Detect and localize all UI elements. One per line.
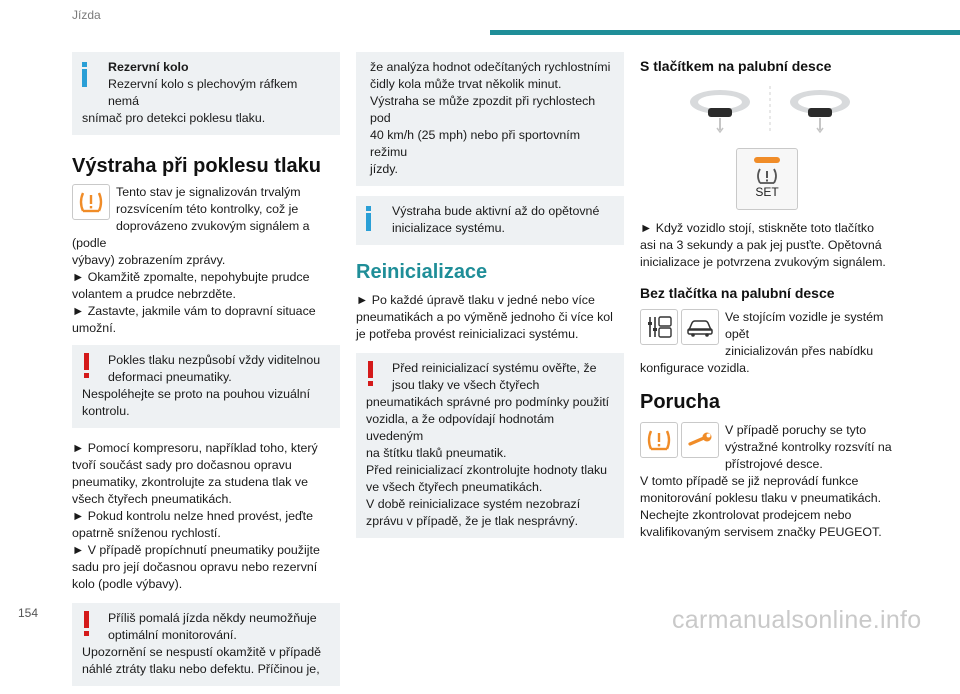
text-line: zprávu v případě, že je tlak nesprávný. <box>366 514 579 528</box>
continued-box <box>356 52 624 186</box>
vehicle-config-icon <box>681 309 719 345</box>
set-button[interactable] <box>736 148 798 210</box>
steering-wheel-icon <box>690 90 750 132</box>
text-line: rozsvícením této kontrolky, což je <box>116 202 299 216</box>
info-icon <box>366 206 371 232</box>
text-line: pneumatikách a po výměně jednoho či více kol <box>356 310 613 324</box>
text-line: jsou tlaky ve všech čtyřech <box>392 378 540 392</box>
info-box-until-reinit <box>356 196 624 245</box>
text-line: ► V případě propíchnutí pneumatiky použijte <box>72 543 320 557</box>
warning-exclamation-icon <box>84 353 89 378</box>
header-accent-bar <box>490 30 960 35</box>
text-line: V tomto případě se již neprovádí funkce <box>640 474 859 488</box>
steering-wheel-illustration <box>640 84 910 142</box>
column-middle <box>356 52 624 546</box>
text-line: ► Po každé úpravě tlaku v jedné nebo více <box>356 293 595 307</box>
text-line: V případě poruchy se tyto <box>725 423 867 437</box>
tire-pressure-warning-icon <box>640 422 678 458</box>
warning-box-slow-driving <box>72 603 340 686</box>
text-line: zinicializován přes nabídku <box>725 344 874 358</box>
text-line: deformaci pneumatiky. <box>108 370 232 384</box>
text-line: doprovázeno zvukovým signálem a (podle <box>72 219 310 250</box>
text-line: Výstraha se může zpozdit při rychlostech pod <box>370 94 596 125</box>
text-line: volantem a prudce nebrzděte. <box>72 287 236 301</box>
section-heading-reinit: Reinicializace <box>356 261 488 283</box>
text-line: všech čtyřech pneumatikách. <box>72 492 232 506</box>
warning-exclamation-icon <box>84 611 89 636</box>
page-number: 154 <box>18 606 39 620</box>
text-line: pneumatiky, zkontrolujte za studena tlak ve <box>72 475 309 489</box>
text-line: jízdy. <box>370 162 398 176</box>
text-line: ► Okamžitě zpomalte, nepohybujte prudce <box>72 270 310 284</box>
text-line: Příliš pomalá jízda někdy neumožňuje <box>108 611 317 625</box>
pressure-warning-intro <box>72 184 340 337</box>
section-heading-without-button: Bez tlačítka na palubní desce <box>640 285 835 301</box>
section-heading-fault: Porucha <box>640 391 721 413</box>
spare-wheel-title: Rezervní kolo <box>108 60 189 74</box>
settings-menu-icon <box>640 309 678 345</box>
column-right <box>640 52 910 549</box>
pressure-check-instructions <box>72 440 340 593</box>
text-line: ► Pokud kontrolu nelze hned provést, jeďte <box>72 509 313 523</box>
text-line: sadu pro její dočasnou opravu nebo rezervní <box>72 560 318 574</box>
text-line: opatrně sníženou rychlostí. <box>72 526 221 540</box>
text-line: asi na 3 sekundy a pak jej pusťte. Opětovná <box>640 238 882 252</box>
fault-instructions <box>640 422 910 541</box>
text-line: ► Když vozidlo stojí, stiskněte toto tlačítko <box>640 221 875 235</box>
text-line: Tento stav je signalizován trvalým <box>116 185 301 199</box>
text-line: ve všech čtyřech pneumatikách. <box>366 480 543 494</box>
section-heading-with-button: S tlačítkem na palubní desce <box>640 58 832 74</box>
text-line: na štítku tlaků pneumatik. <box>366 446 507 460</box>
text-line: inicializace je potvrzena zvukovým signálem. <box>640 255 886 269</box>
text-line: vozidla, a že odpovídají hodnotám uvedeným <box>366 412 555 443</box>
text-line: konfigurace vozidla. <box>640 361 750 375</box>
text-line: optimální monitorování. <box>108 628 237 642</box>
text-line: Upozornění se nespustí okamžitě v případě <box>82 645 321 659</box>
section-heading-pressure-warning: Výstraha při poklesu tlaku <box>72 155 321 177</box>
text-line: kontrolu. <box>82 404 130 418</box>
info-icon <box>82 62 87 88</box>
text-line: výstražné kontrolky rozsvítí na <box>725 440 892 454</box>
text-line: Výstraha bude aktivní až do opětovné <box>392 204 600 218</box>
text-line: monitorování poklesu tlaku v pneumatikách. <box>640 491 882 505</box>
tire-pressure-icon <box>755 167 779 185</box>
text-line: přístrojové desce. <box>725 457 823 471</box>
text-line: čidly kola může trvat několik minut. <box>370 77 562 91</box>
steering-wheel-icon <box>790 90 850 132</box>
text-line: Ve stojícím vozidle je systém opět <box>725 310 884 341</box>
text-line: náhlé ztráty tlaku nebo defektu. Příčinou je, <box>82 662 320 676</box>
text-line: Před reinicializací systému ověřte, že <box>392 361 597 375</box>
reinit-intro <box>356 292 624 343</box>
watermark: carmanualsonline.info <box>672 606 922 634</box>
text-line: že analýza hodnot odečítaných rychlostními <box>370 60 611 74</box>
text-line: pneumatikách správné pro podmínky použití <box>366 395 610 409</box>
without-button-instructions <box>640 309 910 377</box>
text-line: Pokles tlaku nezpůsobí vždy viditelnou <box>108 353 321 367</box>
with-button-instructions <box>640 220 910 271</box>
text-line: Nechejte zkontrolovat prodejcem nebo <box>640 508 852 522</box>
text-line: inicializace systému. <box>392 221 505 235</box>
service-wrench-icon <box>681 422 719 458</box>
text-line: umožní. <box>72 321 117 335</box>
warning-box-reinit <box>356 353 624 538</box>
text-line: výbavy) zobrazením zprávy. <box>72 253 226 267</box>
text-line: kolo (podle výbavy). <box>72 577 183 591</box>
text-line: ► Pomocí kompresoru, například toho, který <box>72 441 318 455</box>
warning-exclamation-icon <box>368 361 373 386</box>
set-button-label: SET <box>755 185 779 199</box>
warning-box-deformation <box>72 345 340 428</box>
text-line: V době reinicializace systém nezobrazí <box>366 497 581 511</box>
set-indicator-light <box>754 157 780 163</box>
spare-wheel-text-1: Rezervní kolo s plechovým ráfkem nemá <box>108 77 298 108</box>
text-line: Nespoléhejte se proto na pouhou vizuální <box>82 387 311 401</box>
text-line: kvalifikovaným servisem značky PEUGEOT. <box>640 525 882 539</box>
chapter-title: Jízda <box>72 8 101 22</box>
text-line: ► Zastavte, jakmile vám to dopravní situace <box>72 304 316 318</box>
spare-wheel-text-2: snímač pro detekci poklesu tlaku. <box>82 111 266 125</box>
text-line: 40 km/h (25 mph) nebo při sportovním režimu <box>370 128 581 159</box>
tire-pressure-warning-icon <box>72 184 110 220</box>
text-line: je potřeba provést reinicializaci systému. <box>356 327 579 341</box>
text-line: tvoří součást sady pro dočasnou opravu <box>72 458 292 472</box>
column-left <box>72 52 340 694</box>
text-line: Před reinicializací zkontrolujte hodnoty tlaku <box>366 463 608 477</box>
info-box-spare-wheel <box>72 52 340 135</box>
